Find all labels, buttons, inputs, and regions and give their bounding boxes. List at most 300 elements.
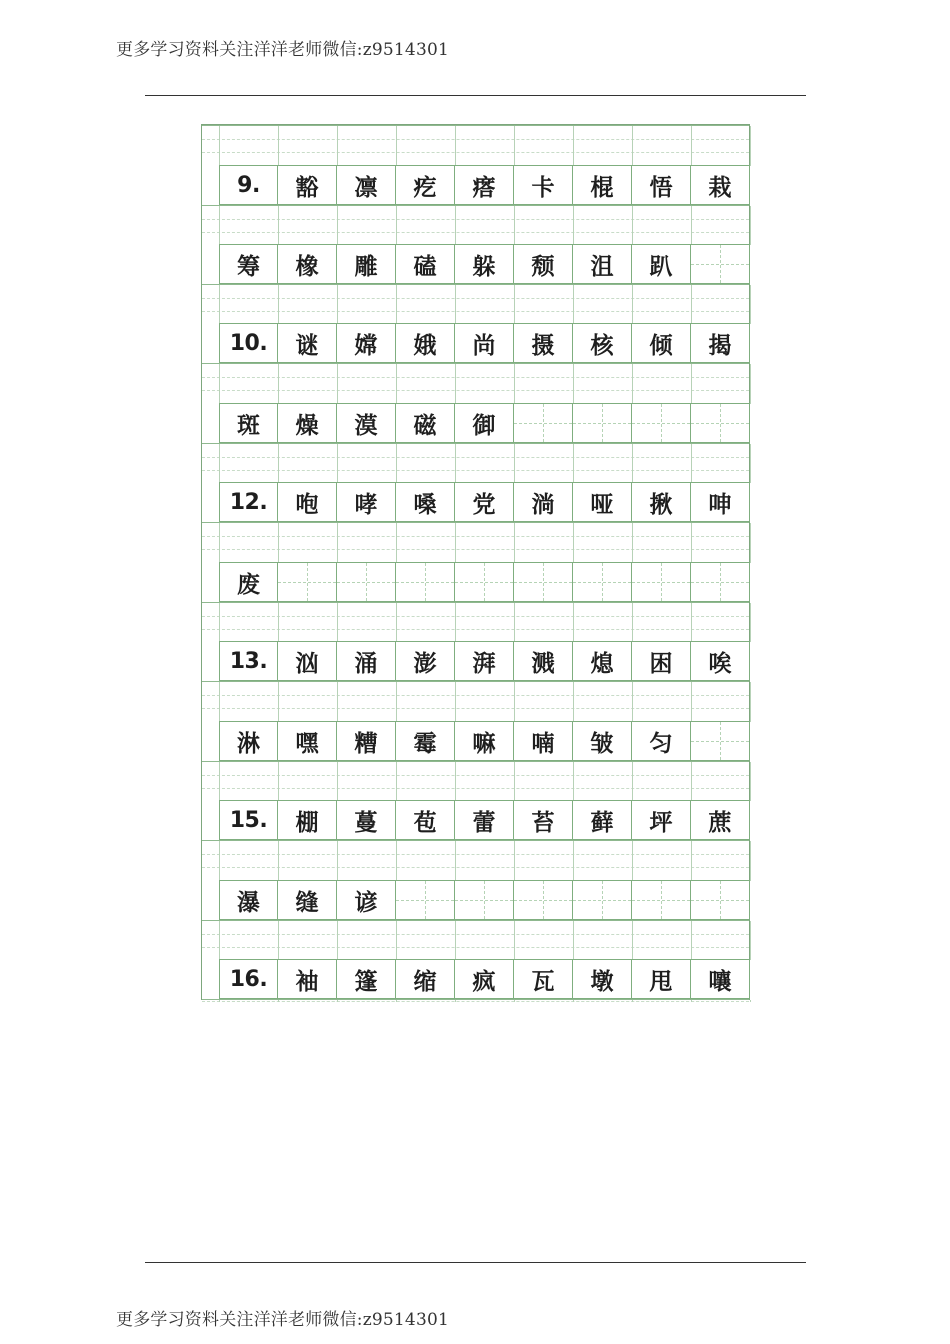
character-cell (219, 880, 278, 920)
character-cell (573, 641, 632, 681)
header-rule (145, 95, 806, 96)
character-cell (396, 482, 455, 522)
guide-column-line (337, 921, 338, 960)
footer-watermark-text: 更多学习资料关注洋洋老师微信:z9514301 (116, 1310, 449, 1330)
guide-line (202, 219, 749, 220)
character-cell (573, 165, 632, 205)
guide-column-line (337, 603, 338, 642)
character-cell (396, 244, 455, 284)
guide-line (202, 152, 749, 153)
character: 颓 (531, 253, 555, 280)
character-cell (278, 721, 337, 761)
guide-column-line (396, 126, 397, 166)
character: 缝 (295, 889, 319, 916)
guide-line (202, 311, 749, 312)
guide-column-line (278, 682, 279, 722)
character: 篷 (354, 968, 378, 995)
character: 沮 (590, 253, 614, 280)
character-cell (337, 959, 396, 999)
grid-row (219, 641, 750, 681)
character: 嚷 (708, 968, 732, 995)
character: 蔓 (354, 809, 378, 836)
guide-column-line (219, 603, 220, 642)
character: 溅 (531, 650, 555, 677)
guide-column-line (219, 682, 220, 722)
character: 凛 (354, 174, 378, 201)
guide-column-line (278, 762, 279, 801)
character: 谜 (295, 332, 319, 359)
character-cell (455, 482, 514, 522)
empty-practice-cell (573, 880, 632, 920)
guide-column-line (337, 762, 338, 801)
character-cell (573, 721, 632, 761)
guide-line (202, 708, 749, 709)
guide-column-line (337, 841, 338, 881)
character-cell (278, 482, 337, 522)
character-cell (455, 959, 514, 999)
character: 坪 (649, 809, 673, 836)
guide-column-line (750, 126, 751, 166)
item-number: 9. (237, 172, 260, 198)
guide-column-line (514, 682, 515, 722)
character-cell (514, 800, 573, 840)
empty-practice-cell (573, 403, 632, 443)
character-cell (278, 244, 337, 284)
guide-column-line (337, 364, 338, 404)
character: 豁 (295, 174, 319, 201)
character: 揭 (708, 332, 732, 359)
character: 墩 (590, 968, 614, 995)
guide-column-line (573, 444, 574, 483)
character: 漠 (354, 412, 378, 439)
guide-column-line (337, 523, 338, 563)
guide-line (202, 1001, 749, 1002)
grid-row (219, 880, 750, 920)
character-cell (396, 800, 455, 840)
guide-line (202, 536, 749, 537)
guide-column-line (514, 285, 515, 324)
guide-line (202, 854, 749, 855)
character-cell (337, 721, 396, 761)
guide-column-line (632, 762, 633, 801)
grid-row (219, 800, 750, 840)
empty-practice-cell (691, 403, 750, 443)
guide-column-line (219, 285, 220, 324)
guide-column-line (337, 206, 338, 245)
guide-column-line (632, 364, 633, 404)
empty-practice-cell (632, 880, 691, 920)
character-cell (278, 165, 337, 205)
character: 谚 (354, 889, 378, 916)
character: 揪 (649, 491, 673, 518)
empty-practice-cell (514, 562, 573, 602)
empty-practice-cell (396, 880, 455, 920)
empty-practice-cell (691, 880, 750, 920)
guide-column-line (219, 921, 220, 960)
guide-column-line (514, 444, 515, 483)
item-number-cell (219, 165, 278, 205)
guide-column-line (750, 285, 751, 324)
guide-column-line (396, 1000, 397, 1002)
character-cell (632, 323, 691, 363)
character: 呻 (708, 491, 732, 518)
character: 瘩 (472, 174, 496, 201)
item-number: 12. (229, 489, 268, 515)
guide-column-line (455, 603, 456, 642)
guide-column-line (691, 762, 692, 801)
guide-column-line (750, 364, 751, 404)
guide-column-line (396, 841, 397, 881)
item-number: 10. (229, 330, 268, 356)
guide-column-line (514, 364, 515, 404)
guide-column-line (337, 444, 338, 483)
guide-column-line (573, 206, 574, 245)
guide-column-line (750, 841, 751, 881)
character: 躲 (472, 253, 496, 280)
character-cell (514, 323, 573, 363)
guide-column-line (278, 921, 279, 960)
guide-column-line (219, 841, 220, 881)
empty-practice-cell (514, 880, 573, 920)
character-cell (573, 800, 632, 840)
character: 霉 (413, 730, 437, 757)
character: 袖 (295, 968, 319, 995)
character-cell (337, 323, 396, 363)
guide-column-line (278, 841, 279, 881)
character-cell (278, 403, 337, 443)
guide-band (202, 522, 749, 563)
guide-column-line (278, 444, 279, 483)
character-cell (455, 323, 514, 363)
grid-row (219, 482, 750, 522)
guide-column-line (396, 206, 397, 245)
guide-column-line (514, 921, 515, 960)
guide-column-line (632, 921, 633, 960)
guide-band (202, 920, 749, 960)
guide-band (202, 363, 749, 404)
guide-column-line (691, 364, 692, 404)
character-cell (514, 959, 573, 999)
character: 哮 (354, 491, 378, 518)
character: 瀑 (237, 889, 260, 916)
empty-practice-cell (337, 562, 396, 602)
guide-column-line (396, 762, 397, 801)
guide-column-line (219, 206, 220, 245)
character-cell (632, 721, 691, 761)
guide-column-line (337, 285, 338, 324)
character: 御 (472, 412, 496, 439)
character-cell (691, 959, 750, 999)
guide-column-line (632, 523, 633, 563)
guide-column-line (396, 682, 397, 722)
guide-column-line (455, 126, 456, 166)
character-cell (337, 165, 396, 205)
character-cell (396, 641, 455, 681)
guide-column-line (455, 364, 456, 404)
guide-column-line (514, 206, 515, 245)
character: 燥 (295, 412, 319, 439)
guide-band (202, 205, 749, 245)
guide-column-line (691, 285, 692, 324)
character: 涌 (354, 650, 378, 677)
guide-column-line (750, 921, 751, 960)
character-cell (455, 244, 514, 284)
character: 嘿 (295, 730, 319, 757)
character-cell (337, 800, 396, 840)
item-number: 13. (229, 648, 268, 674)
guide-column-line (632, 1000, 633, 1002)
guide-column-line (691, 206, 692, 245)
guide-column-line (632, 603, 633, 642)
character: 熄 (590, 650, 614, 677)
guide-line (202, 232, 749, 233)
character: 卡 (531, 174, 555, 201)
guide-column-line (632, 444, 633, 483)
character-cell (455, 403, 514, 443)
grid-row (219, 244, 750, 284)
guide-column-line (337, 682, 338, 722)
character-cell (219, 403, 278, 443)
character-cell (219, 562, 278, 602)
empty-practice-cell (455, 880, 514, 920)
guide-column-line (278, 126, 279, 166)
guide-column-line (514, 603, 515, 642)
item-number-cell (219, 482, 278, 522)
character-cell (396, 721, 455, 761)
character-cell (396, 323, 455, 363)
character: 咆 (295, 491, 319, 518)
guide-column-line (573, 682, 574, 722)
guide-column-line (691, 603, 692, 642)
guide-line (202, 775, 749, 776)
character: 缩 (413, 968, 437, 995)
guide-column-line (455, 1000, 456, 1002)
guide-column-line (691, 921, 692, 960)
guide-column-line (278, 603, 279, 642)
character-cell (573, 482, 632, 522)
guide-column-line (514, 1000, 515, 1002)
character: 淋 (237, 730, 260, 757)
guide-column-line (573, 762, 574, 801)
character-cell (396, 959, 455, 999)
header-watermark-text: 更多学习资料关注洋洋老师微信:z9514301 (116, 40, 449, 60)
character-cell (455, 800, 514, 840)
character-cell (691, 323, 750, 363)
character-cell (278, 323, 337, 363)
guide-column-line (455, 206, 456, 245)
guide-column-line (691, 523, 692, 563)
guide-column-line (573, 523, 574, 563)
character: 皱 (590, 730, 614, 757)
character-cell (278, 641, 337, 681)
empty-practice-cell (632, 562, 691, 602)
character: 棍 (590, 174, 614, 201)
character: 嫦 (354, 332, 378, 359)
guide-column-line (691, 682, 692, 722)
item-number: 15. (229, 807, 268, 833)
character: 汹 (295, 650, 319, 677)
character: 悟 (649, 174, 673, 201)
guide-line (202, 298, 749, 299)
character-practice-grid (201, 124, 750, 1000)
guide-column-line (514, 126, 515, 166)
guide-column-line (455, 444, 456, 483)
guide-column-line (219, 126, 220, 166)
item-number-cell (219, 959, 278, 999)
character-cell (337, 403, 396, 443)
guide-column-line (514, 841, 515, 881)
character: 雕 (354, 253, 378, 280)
guide-column-line (337, 126, 338, 166)
guide-line (202, 695, 749, 696)
guide-column-line (750, 1000, 751, 1002)
character: 趴 (649, 253, 673, 280)
character: 澎 (413, 650, 437, 677)
guide-column-line (396, 921, 397, 960)
guide-column-line (632, 206, 633, 245)
grid-row (219, 562, 750, 602)
character: 棚 (295, 809, 319, 836)
guide-column-line (750, 603, 751, 642)
guide-column-line (455, 762, 456, 801)
guide-column-line (573, 921, 574, 960)
empty-practice-cell (573, 562, 632, 602)
guide-column-line (278, 1000, 279, 1002)
character-cell (337, 482, 396, 522)
character: 嘛 (472, 730, 496, 757)
character: 倾 (649, 332, 673, 359)
guide-column-line (691, 444, 692, 483)
character: 甩 (649, 968, 673, 995)
guide-column-line (691, 1000, 692, 1002)
guide-column-line (278, 206, 279, 245)
character: 湃 (472, 650, 496, 677)
character-cell (632, 165, 691, 205)
guide-column-line (573, 285, 574, 324)
character: 困 (649, 650, 673, 677)
guide-column-line (337, 1000, 338, 1002)
item-number-cell (219, 641, 278, 681)
character: 核 (590, 332, 614, 359)
guide-line (202, 616, 749, 617)
character: 瓦 (531, 968, 555, 995)
guide-column-line (573, 1000, 574, 1002)
guide-band (202, 840, 749, 881)
character: 磕 (413, 253, 437, 280)
guide-column-line (750, 523, 751, 563)
guide-column-line (455, 285, 456, 324)
guide-line (202, 377, 749, 378)
character: 磁 (413, 412, 437, 439)
character: 娥 (413, 332, 437, 359)
guide-column-line (632, 841, 633, 881)
guide-band (202, 681, 749, 722)
guide-column-line (396, 523, 397, 563)
character-cell (278, 800, 337, 840)
empty-practice-cell (632, 403, 691, 443)
character: 疯 (472, 968, 496, 995)
empty-practice-cell (691, 562, 750, 602)
character-cell (219, 721, 278, 761)
guide-column-line (632, 285, 633, 324)
guide-column-line (455, 523, 456, 563)
character-cell (455, 165, 514, 205)
character-cell (455, 641, 514, 681)
character-cell (514, 165, 573, 205)
guide-band (202, 284, 749, 324)
guide-line (202, 629, 749, 630)
character-cell (337, 880, 396, 920)
character-cell (337, 244, 396, 284)
character: 蔗 (708, 809, 732, 836)
guide-line (202, 934, 749, 935)
guide-column-line (278, 285, 279, 324)
empty-practice-cell (455, 562, 514, 602)
character: 摄 (531, 332, 555, 359)
empty-practice-cell (278, 562, 337, 602)
guide-band (202, 602, 749, 642)
character-cell (514, 244, 573, 284)
character: 筹 (237, 253, 260, 280)
empty-practice-cell (691, 721, 750, 761)
footer-rule (145, 1262, 806, 1263)
guide-column-line (396, 285, 397, 324)
guide-column-line (750, 206, 751, 245)
character: 藓 (590, 809, 614, 836)
guide-column-line (573, 841, 574, 881)
item-number: 16. (229, 966, 268, 992)
grid-row (219, 323, 750, 363)
character-cell (455, 721, 514, 761)
guide-line (202, 947, 749, 948)
character-cell (573, 959, 632, 999)
character-cell (691, 165, 750, 205)
guide-band (202, 999, 749, 1002)
item-number-cell (219, 800, 278, 840)
character: 苞 (413, 809, 437, 836)
character: 橡 (295, 253, 319, 280)
guide-column-line (278, 364, 279, 404)
character-cell (691, 641, 750, 681)
character-cell (691, 482, 750, 522)
guide-column-line (396, 444, 397, 483)
character-cell (396, 403, 455, 443)
guide-column-line (219, 444, 220, 483)
character-cell (632, 482, 691, 522)
character-cell (632, 244, 691, 284)
guide-line (202, 549, 749, 550)
character: 苔 (531, 809, 555, 836)
grid-row (219, 959, 750, 999)
character-cell (396, 165, 455, 205)
character: 栽 (708, 174, 732, 201)
character-cell (632, 800, 691, 840)
guide-line (202, 867, 749, 868)
character-cell (278, 959, 337, 999)
guide-column-line (691, 841, 692, 881)
guide-column-line (396, 364, 397, 404)
character-cell (573, 323, 632, 363)
guide-column-line (219, 364, 220, 404)
guide-column-line (750, 444, 751, 483)
guide-column-line (750, 682, 751, 722)
character-cell (278, 880, 337, 920)
character-cell (573, 244, 632, 284)
character: 斑 (237, 412, 260, 439)
guide-band (202, 761, 749, 801)
guide-line (202, 470, 749, 471)
grid-row (219, 165, 750, 205)
